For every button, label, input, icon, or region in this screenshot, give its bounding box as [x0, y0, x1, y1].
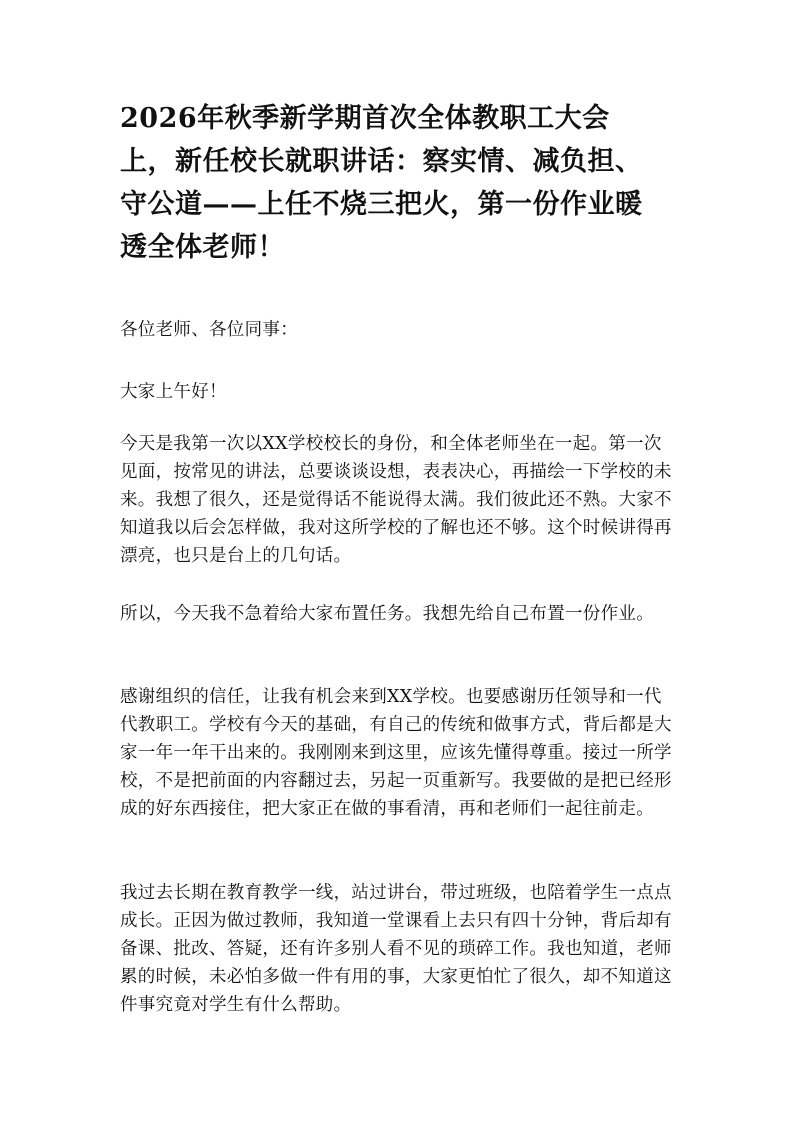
salutation-paragraph: 各位老师、各位同事： — [120, 320, 298, 340]
body-paragraph: 今天是我第一次以XX学校校长的身份，和全体老师坐在一起。第一次见面，按常见的讲法，总要谈谈设想，表表决心，再描绘一下学校的未来。我想了很久，还是觉得话不能说得太满。我们彼此还不熟。大家不知道我以后会怎样做，我对这所学校的了解也还不够。这个时候讲得再漂亮，也只是台上的几句话。 — [120, 434, 672, 566]
document-title: 2026年秋季新学期首次全体教职工大会上，新任校长就职讲话：察实情、减负担、守公道——上任不烧三把火，第一份作业暖透全体老师！ — [120, 103, 643, 263]
greeting-paragraph: 大家上午好！ — [120, 382, 227, 402]
body-paragraph: 我过去长期在教育教学一线，站过讲台，带过班级，也陪着学生一点点成长。正因为做过教师，我知道一堂课看上去只有四十分钟，背后却有备课、批改、答疑，还有许多别人看不见的琐碎工作。我也知道，老师累的时候，未必怕多做一件有用的事，大家更怕忙了很久，却不知道这件事究竟对学生有什么帮助。 — [120, 883, 672, 1015]
body-paragraph: 感谢组织的信任，让我有机会来到XX学校。也要感谢历任领导和一代代教职工。学校有今天的基础，有自己的传统和做事方式，背后都是大家一年一年干出来的。我刚刚来到这里，应该先懂得尊重。接过一所学校，不是把前面的内容翻过去，另起一页重新写。我要做的是把已经形成的好东西接住，把大家正在做的事看清，再和老师们一起往前走。 — [120, 687, 672, 819]
body-paragraph: 所以，今天我不急着给大家布置任务。我想先给自己布置一份作业。 — [120, 604, 654, 624]
